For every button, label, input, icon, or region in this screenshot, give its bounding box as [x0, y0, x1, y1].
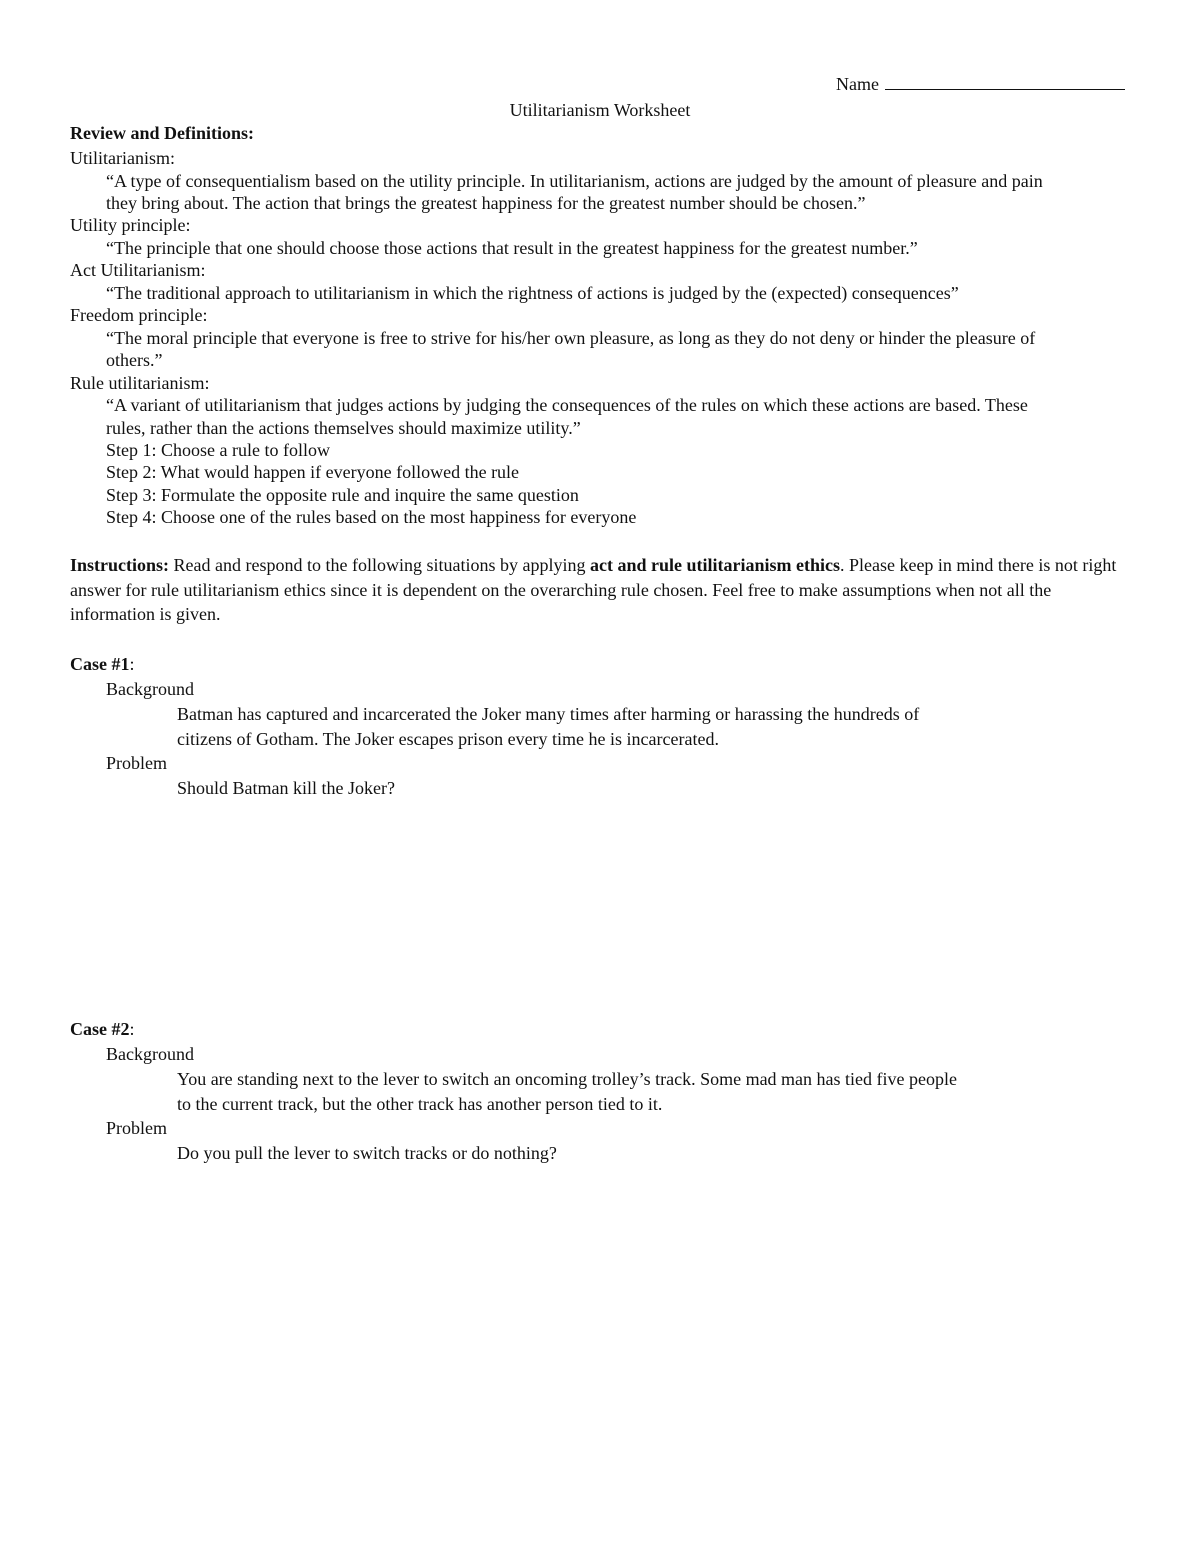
term-rule-utilitarianism: Rule utilitarianism: — [70, 373, 210, 393]
instructions-text-b: . Please keep in mind there is not right answer for rule utilitarianism ethics since it is dependent on the overarching rule chosen. Feel free to make assumptions when not all the information is given. — [70, 555, 1117, 624]
step-2: Step 2: What would happen if everyone followed the rule — [106, 462, 520, 482]
case-1-colon: : — [129, 654, 135, 674]
step-1: Step 1: Choose a rule to follow — [106, 440, 330, 460]
case-1-heading — [70, 653, 135, 675]
case-2-background-line1: You are standing next to the lever to switch an oncoming trolley’s track. Some mad man has tied five people — [177, 1069, 957, 1089]
case-2-colon: : — [129, 1019, 135, 1039]
term-freedom-principle: Freedom principle: — [70, 305, 208, 325]
instructions-label: Instructions: — [70, 555, 170, 575]
def-act-utilitarianism: “The traditional approach to utilitarianism in which the rightness of actions is judged by the (expected) consequences” — [106, 283, 959, 303]
page-title: Utilitarianism Worksheet — [509, 100, 691, 120]
instructions-text-a: Read and respond to the following situations by applying — [169, 555, 590, 575]
term-act-utilitarianism: Act Utilitarianism: — [70, 260, 206, 280]
def-freedom-principle-line1: “The moral principle that everyone is free to strive for his/her own pleasure, as long as they do not deny or hinder the pleasure of — [106, 328, 1036, 348]
name-label: Name — [836, 74, 879, 94]
def-utilitarianism-line2: they bring about. The action that brings the greatest happiness for the greatest number should be chosen.” — [106, 193, 866, 213]
def-utilitarianism-line1: “A type of consequentialism based on the utility principle. In utilitarianism, actions are judged by the amount of pleasure and pain — [106, 171, 1043, 191]
step-3: Step 3: Formulate the opposite rule and inquire the same question — [106, 485, 579, 505]
step-4: Step 4: Choose one of the rules based on the most happiness for everyone — [106, 507, 637, 527]
case-1-background-line2: citizens of Gotham. The Joker escapes prison every time he is incarcerated. — [177, 729, 719, 749]
case-2-label: Case #2 — [70, 1019, 130, 1039]
case-1-background-line1: Batman has captured and incarcerated the Joker many times after harming or harassing the hundreds of — [177, 704, 920, 724]
case-1-problem-label: Problem — [106, 753, 167, 773]
name-field — [836, 73, 1125, 95]
def-utility-principle: “The principle that one should choose those actions that result in the greatest happiness for the greatest number.” — [106, 238, 918, 258]
case-2-problem-label: Problem — [106, 1118, 167, 1138]
instructions-bold-phrase: act and rule utilitarianism ethics — [589, 555, 840, 575]
term-utility-principle: Utility principle: — [70, 215, 191, 235]
case-2-heading — [70, 1018, 135, 1040]
def-freedom-principle-line2: others.” — [106, 350, 163, 370]
case-1-label: Case #1 — [70, 654, 130, 674]
instructions-paragraph — [70, 553, 1134, 627]
case-2-background-line2: to the current track, but the other track has another person tied to it. — [177, 1094, 663, 1114]
review-heading: Review and Definitions: — [70, 123, 254, 143]
name-blank-line — [885, 75, 1125, 90]
term-utilitarianism: Utilitarianism: — [70, 148, 175, 168]
case-1-problem-text: Should Batman kill the Joker? — [177, 778, 395, 798]
case-2-background-label: Background — [106, 1044, 194, 1064]
case-1-background-label: Background — [106, 679, 194, 699]
case-2-problem-text: Do you pull the lever to switch tracks or do nothing? — [177, 1143, 557, 1163]
def-rule-utilitarianism-line2: rules, rather than the actions themselves should maximize utility.” — [106, 418, 581, 438]
def-rule-utilitarianism-line1: “A variant of utilitarianism that judges actions by judging the consequences of the rules on which these actions are based. These — [106, 395, 1028, 415]
